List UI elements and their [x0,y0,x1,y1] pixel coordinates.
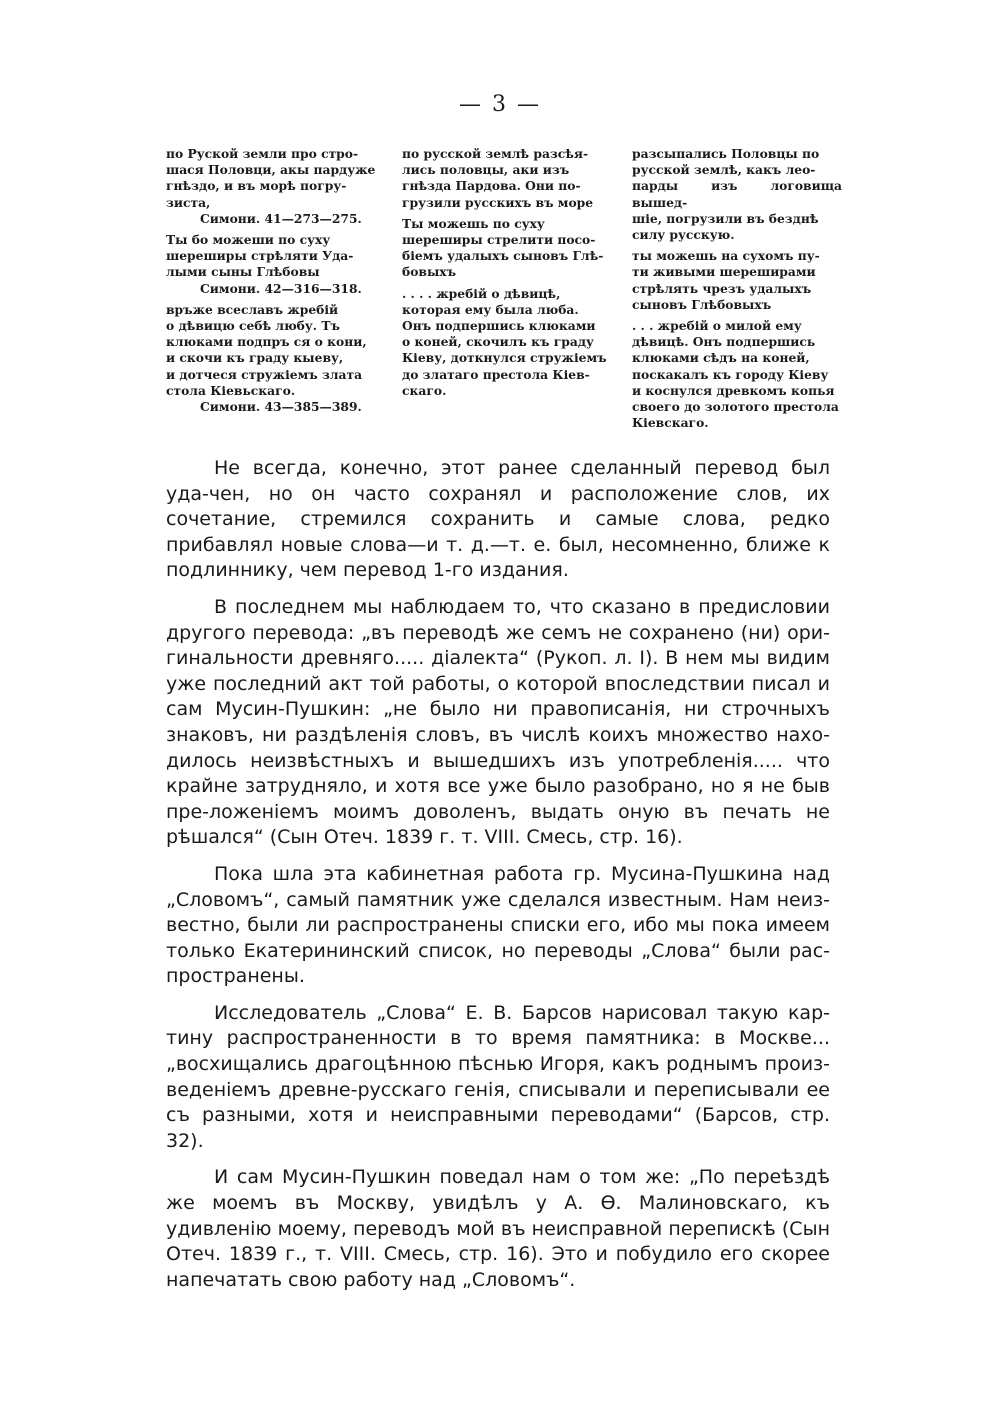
text-block [632,146,842,243]
text-block [632,318,842,431]
text-line: клюками сѣдъ на коней, [632,350,810,366]
paragraph: Пока шла эта кабинетная работа гр. Мусина-Пушкина над „Словомъ“, самый памятник уже сделался известным. Нам неиз-вестно, были ли распространены списки его, ибо мы пока имеем только Екатерининский список, но переводы „Слова“ были рас-пространены. [166,862,830,988]
text-line: клюками подпръ ся о кони, [166,334,367,350]
text-line: грузили русскихъ въ море [402,194,594,210]
text-line: шереширы стрелити посо- [402,232,596,248]
paragraph: Не всегда, конечно, этот ранее сделанный перевод был уда-чен, но он часто сохранял и расположение слов, их сочетание, стремился сохранить и самые слова, редко прибавлял новые слова—и т. д.—т. е. был, несомненно, ближе к подлиннику, чем перевод 1-го издания. [166,457,830,582]
text-line: скаго. [402,382,447,398]
page-number: — 3 — [459,92,541,117]
text-line: лись половцы, аки изъ [402,162,570,178]
text-line: . . . жребій о милой ему [632,318,802,334]
text-line: сыновъ Глѣбовыхъ [632,296,772,312]
text-line: и скочи къ граду кыеву, [166,350,344,366]
block-text [166,232,378,281]
text-line: своего до золотого престола [632,399,839,415]
text-line: стрѣлять чрезъ удалыхъ [632,280,812,296]
text-line: шереширы стрѣляти Уда- [166,248,354,264]
text-line: гнѣзда Пардова. Они по- [402,178,581,194]
text-block [402,216,614,281]
text-line: бовыхъ [402,264,457,280]
text-line: и коснулся древкомъ копья [632,382,835,398]
text-line: поскакалъ къ городу Кіеву [632,366,829,382]
text-line: до златаго престола Кіев- [402,366,590,382]
text-line: лыми сыны Глѣбовы [166,264,320,280]
text-line: шіе, погрузили въ безднѣ [632,210,819,226]
paragraph: В последнем мы наблюдаем то, что сказано в предисловии другого перевода: „въ переводѣ же семъ не сохранено (ни) ори-гинальности древняго..... діалекта“ (Рукоп. л. I). В нем мы видим уже последний акт той работы, о которой впоследствии писал и сам Мусин-Пушкин: „не было ни правописанія, ни строчныхъ знаковъ, ни раздѣленія словъ, въ числѣ коихъ множество нахо-дилось неизвѣстныхъ и вышедшихъ изъ употребленія..... что крайне затрудняло, и хотя все уже было разобрано, но я не быв пре-ложеніемъ моимъ доволенъ, выдать оную въ печать не рѣшался“ (Сын Отеч. 1839 г. т. VIII. Смесь, стр. 16). [166,595,830,849]
text-line: русской землѣ, какъ лео- [632,162,816,178]
text-line: о дѣвицю себѣ любу. Тъ [166,318,340,334]
body-text [166,456,830,1304]
text-line: стола Кіевьскаго. [166,382,296,398]
text-line: ты можешь на сухомъ пу- [632,248,820,264]
text-line: о коней, скочилъ къ граду [402,334,594,350]
paragraph: Исследователь „Слова“ Е. В. Барсов нарисовал такую кар-тину распространенности в то время памятника: в Москве... „восхищались драгоцѣнною пѣснью Игоря, какъ роднымъ произ-веденіемъ древне-русскаго генія, списывали и переписывали ее съ разными, хотя и неисправными переводами“ (Барсов, стр. 32). [166,1001,830,1152]
block-text [632,146,842,243]
block-text [632,318,842,431]
text-line: по русской землѣ разсѣя- [402,146,589,161]
block-text [402,286,614,399]
text-block [402,146,614,211]
column-translation-2 [632,146,842,436]
text-line: гнѣздо, и въ морѣ погру- [166,178,347,194]
text-line: шася Половци, акы пардуже [166,162,376,178]
text-line: зиста, [166,194,211,210]
block-text [166,302,378,399]
citation: Симони. 42—316—318. [200,280,362,296]
block-text [166,146,378,211]
citation: Симони. 43—385—389. [200,399,362,415]
block-text [402,146,614,211]
column-translation-1 [402,146,614,404]
text-block [166,232,378,297]
column-original [166,146,378,420]
text-line: Кіеву, доткнулся стружіемъ [402,350,607,366]
paragraph: И сам Мусин-Пушкин поведал нам о том же: „По переѣздѣ же моемъ въ Москву, увидѣлъ у А. Ѳ. Малиновскаго, къ удивленію моему, переводъ мой въ неисправной перепискѣ (Сын Отеч. 1839 г., т. VIII. Смесь, стр. 16). Это и побудило его скорее напечатать свою работу над „Словомъ“. [166,1166,830,1291]
block-text [402,216,614,281]
text-block [166,146,378,227]
text-line: дѣвицѣ. Онъ подпершись [632,334,816,350]
text-line: Ты можешь по суху [402,215,545,231]
text-line: Ты бо можеши по суху [166,232,331,248]
text-line: разсыпались Половцы по [632,146,820,161]
text-block [402,286,614,399]
text-line: ти живыми шереширами [632,264,816,280]
citation: Симони. 41—273—275. [200,210,362,226]
text-line: которая ему была люба. [402,301,579,317]
text-line: парды изъ логовища вышед- [632,178,842,210]
text-block [166,302,378,415]
text-line: силу русскую. [632,227,735,243]
text-line: біемъ удалыхъ сыновъ Глѣ- [402,248,604,264]
text-line: . . . . жребій о дѣвицѣ, [402,285,561,301]
text-line: по Руской земли про стро- [166,146,359,161]
text-line: връже всеславъ жребій [166,301,339,317]
parallel-text-columns [166,146,842,436]
text-block [632,248,842,313]
text-line: и дотчеся стружіемъ злата [166,366,363,382]
text-line: Кіевскаго. [632,415,709,431]
text-line: Онъ подпершись клюками [402,318,596,334]
block-text [632,248,842,313]
